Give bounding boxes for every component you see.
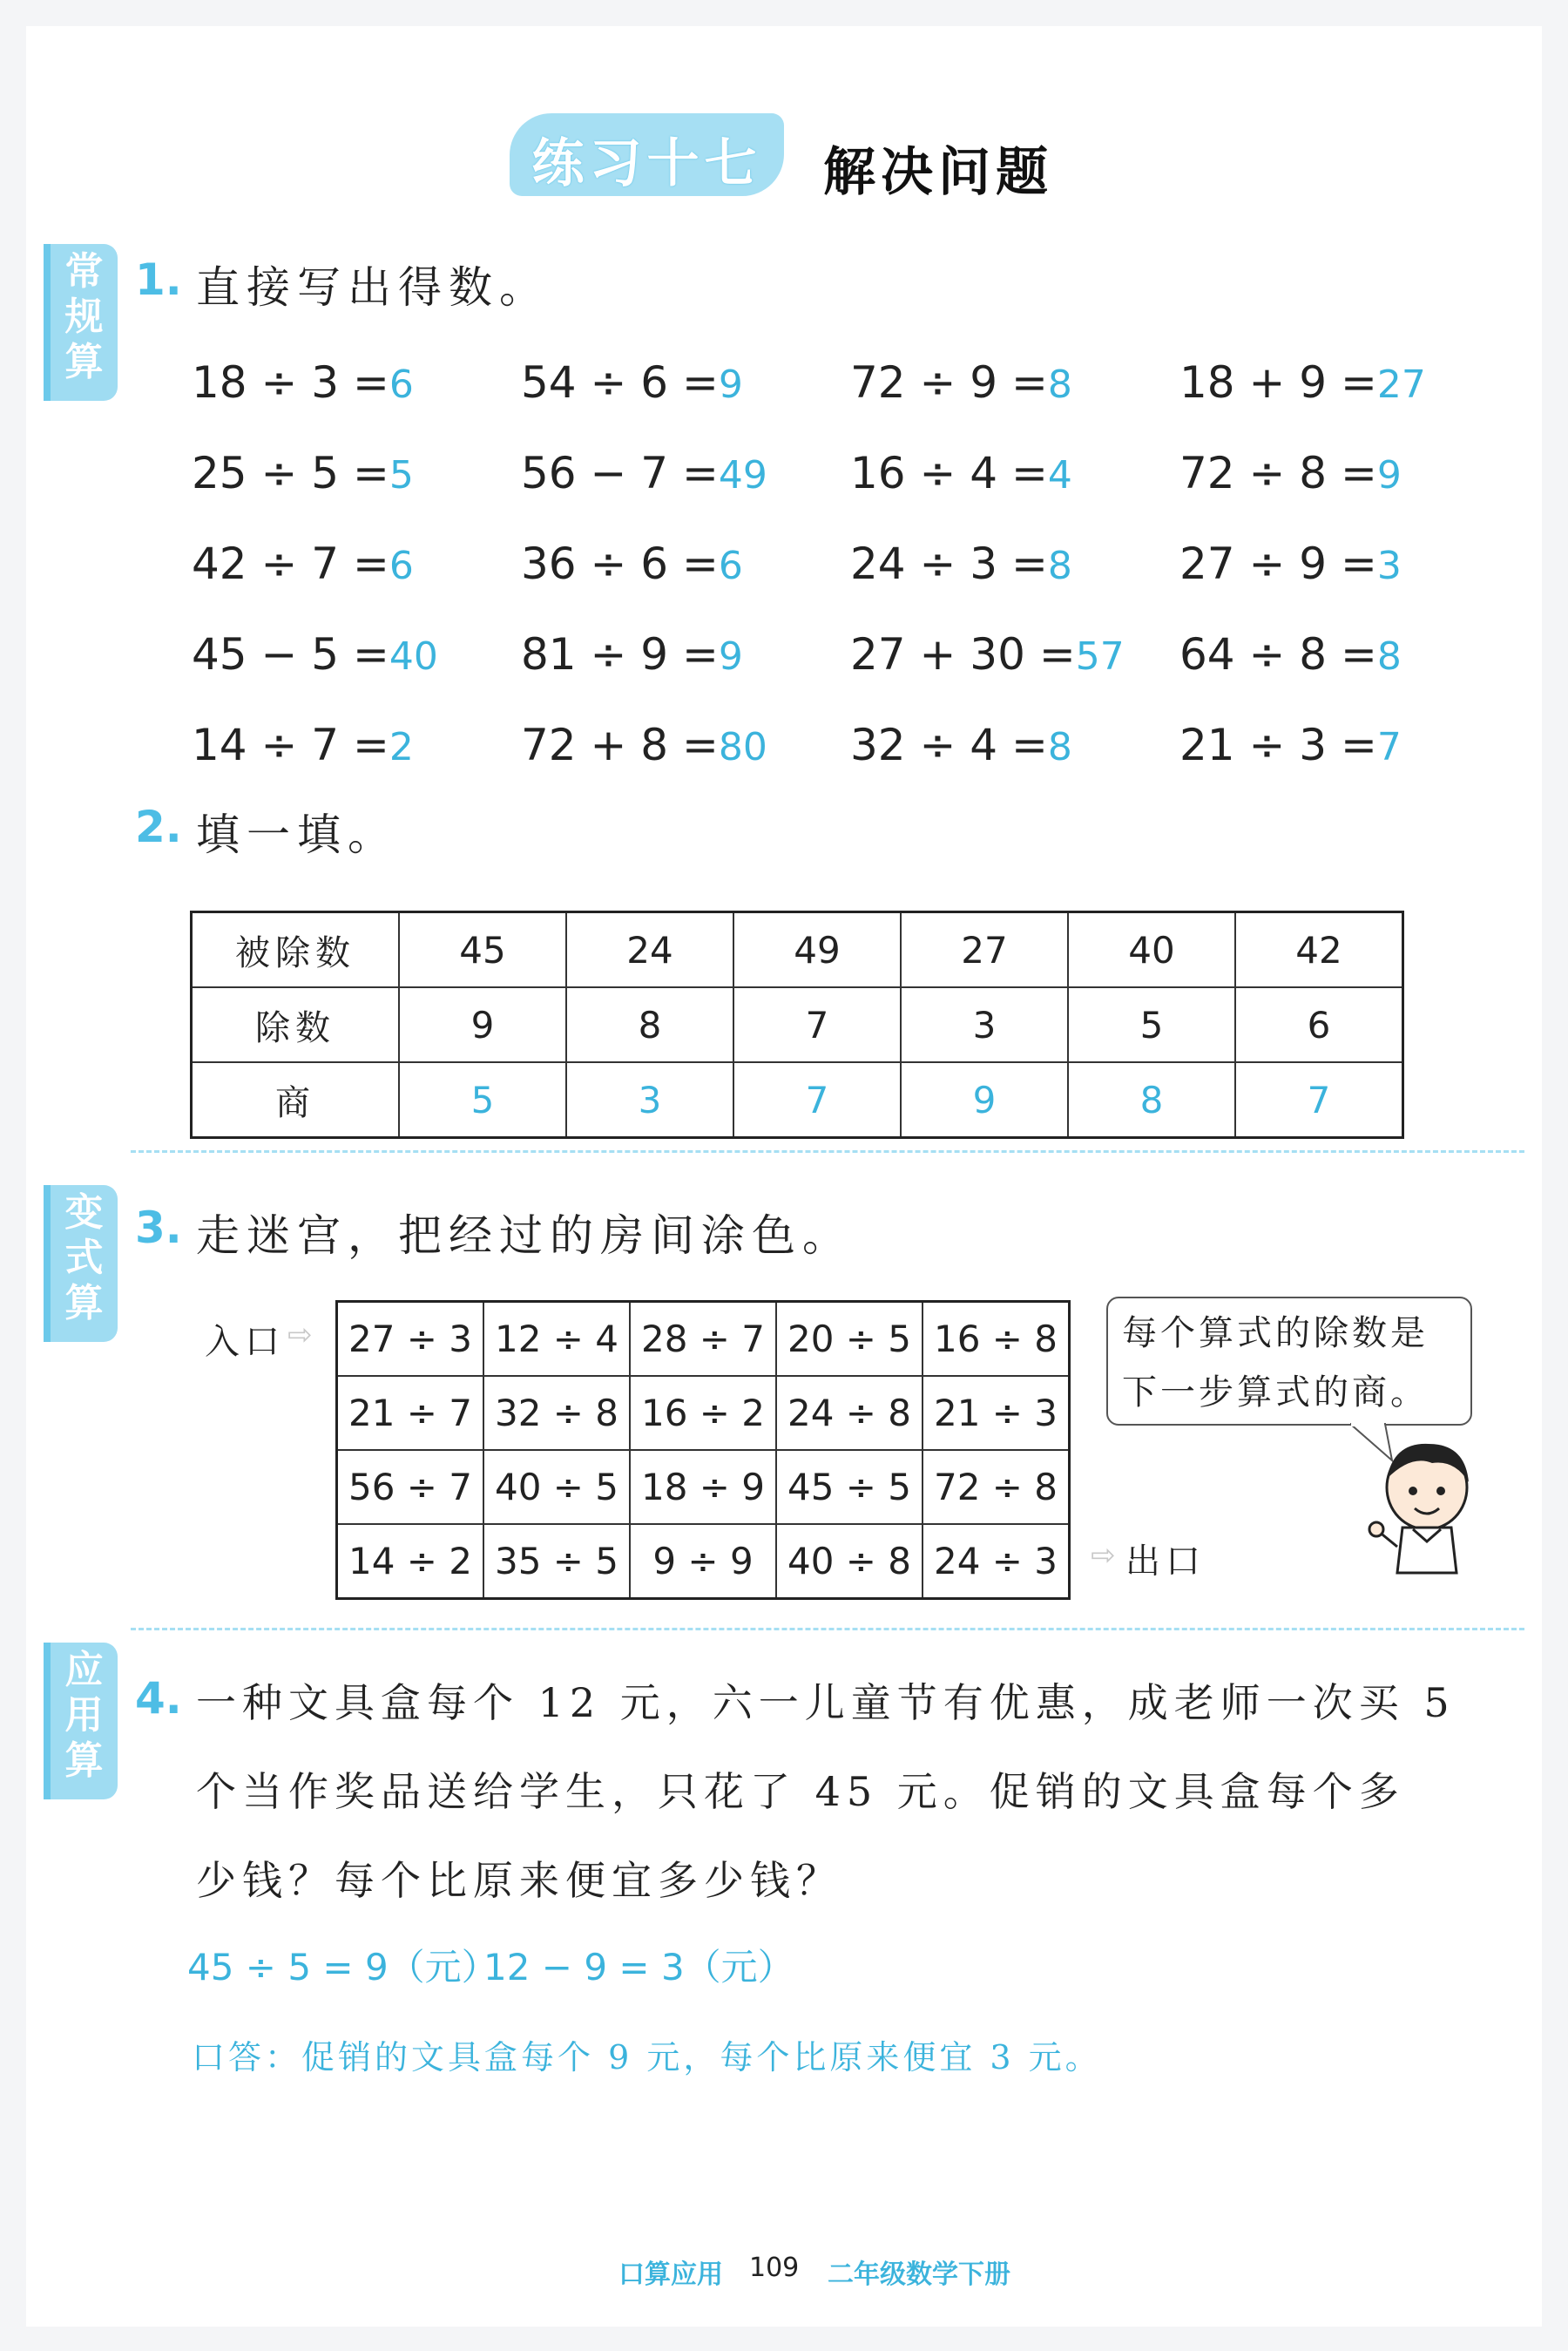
maze-room[interactable]: 21 ÷ 3 [923,1376,1070,1450]
maze-room[interactable]: 27 ÷ 3 [337,1302,484,1377]
table-row [192,987,1403,1062]
dividend-cell: 45 [399,912,566,988]
exercise-badge-label: 练习十七 [531,133,762,194]
maze-room[interactable]: 28 ÷ 7 [630,1302,776,1377]
q1-prompt: 直接写出得数。 [196,262,550,313]
quotient-cell: 7 [1235,1062,1403,1138]
hint-line-1: 每个算式的除数是 [1122,1313,1429,1353]
q1-item: 42 ÷ 7 =6 [192,539,414,589]
q4-calc-1: 45 ÷ 5 = 9（元） [187,1946,498,1989]
q1-item: 72 + 8 =80 [521,720,767,770]
q1-item: 27 + 30 =57 [850,629,1125,680]
maze-room[interactable]: 16 ÷ 2 [630,1376,776,1450]
q1-item: 18 + 9 =27 [1179,357,1426,408]
page-title: 解决问题 [823,142,1053,203]
maze-exit-label: 出口 [1125,1541,1206,1582]
table-row [192,912,1403,988]
q1-item: 56 − 7 =49 [521,448,767,498]
row-label: 除数 [192,987,400,1062]
q1-item: 14 ÷ 7 =2 [192,720,414,770]
footer-book-title: 口算应用 [618,2260,723,2290]
q4-line-1: 一种文具盒每个 12 元，六一儿童节有优惠，成老师一次买 5 [196,1679,1456,1726]
q4-line-2: 个当作奖品送给学生，只花了 45 元。促销的文具盒每个多 [196,1768,1405,1815]
q1-number: 1. [135,254,182,305]
q1-item: 24 ÷ 3 =8 [850,539,1072,589]
q3-prompt: 走迷宫，把经过的房间涂色。 [196,1210,853,1261]
maze-room[interactable]: 72 ÷ 8 [923,1450,1070,1524]
quotient-cell: 7 [733,1062,901,1138]
quotient-cell: 9 [901,1062,1068,1138]
maze-table [335,1300,1071,1600]
q1-item: 36 ÷ 6 =6 [521,539,743,589]
q1-item: 64 ÷ 8 =8 [1179,629,1402,680]
divisor-cell: 5 [1068,987,1235,1062]
q1-item: 81 ÷ 9 =9 [521,629,743,680]
quotient-cell: 8 [1068,1062,1235,1138]
quotient-cell: 5 [399,1062,566,1138]
footer-grade: 二年级数学下册 [828,2260,1010,2290]
dividend-cell: 27 [901,912,1068,988]
q4-calc-2: 12 − 9 = 3（元） [483,1946,794,1989]
table-row [192,1062,1403,1138]
maze-room[interactable]: 14 ÷ 2 [337,1524,484,1599]
q1-item: 72 ÷ 8 =9 [1179,448,1402,498]
q1-item: 72 ÷ 9 =8 [850,357,1072,408]
row-label: 被除数 [192,912,400,988]
worksheet-page [26,26,1542,2327]
q1-item: 25 ÷ 5 =5 [192,448,414,498]
q4-number: 4. [135,1673,182,1724]
divisor-cell: 6 [1235,987,1403,1062]
maze-room[interactable]: 21 ÷ 7 [337,1376,484,1450]
divisor-cell: 8 [566,987,733,1062]
quotient-cell: 3 [566,1062,733,1138]
q1-item: 54 ÷ 6 =9 [521,357,743,408]
q4-answer: 口答：促销的文具盒每个 9 元，每个比原来便宜 3 元。 [192,2038,1102,2077]
page-number: 109 [749,2253,800,2283]
maze-room[interactable]: 24 ÷ 3 [923,1524,1070,1599]
maze-entrance-label: 入口 [205,1322,285,1362]
dividend-cell: 49 [733,912,901,988]
q1-item: 27 ÷ 9 =3 [1179,539,1402,589]
divisor-cell: 3 [901,987,1068,1062]
tab-applied: 应用算 [44,1643,118,1799]
q1-item: 16 ÷ 4 =4 [850,448,1072,498]
entrance-arrow-icon: ⇨ [287,1318,313,1352]
maze-room[interactable]: 56 ÷ 7 [337,1450,484,1524]
hint-speech-bubble [1106,1297,1472,1426]
maze-room[interactable]: 45 ÷ 5 [776,1450,923,1524]
dividend-cell: 40 [1068,912,1235,988]
maze-room[interactable]: 18 ÷ 9 [630,1450,776,1524]
boy-character-icon [1359,1433,1490,1577]
divisor-cell: 7 [733,987,901,1062]
q1-item: 45 − 5 =40 [192,629,438,680]
tab-variant: 变式算 [44,1185,118,1342]
exercise-badge [510,113,784,196]
table-row [337,1524,1070,1599]
dividend-cell: 42 [1235,912,1403,988]
dividend-cell: 24 [566,912,733,988]
table-row [337,1450,1070,1524]
section-divider [131,1150,1524,1153]
maze-room[interactable]: 9 ÷ 9 [630,1524,776,1599]
exit-arrow-icon: ⇨ [1091,1538,1116,1573]
maze-room[interactable]: 16 ÷ 8 [923,1302,1070,1377]
q2-number: 2. [135,802,182,852]
maze-room[interactable]: 35 ÷ 5 [483,1524,630,1599]
q1-item: 21 ÷ 3 =7 [1179,720,1402,770]
hint-line-2: 下一步算式的商。 [1122,1372,1429,1413]
table-row [337,1376,1070,1450]
division-table [190,911,1404,1139]
q2-prompt: 填一填。 [196,810,398,860]
table-row [337,1302,1070,1377]
q1-item: 18 ÷ 3 =6 [192,357,414,408]
row-label: 商 [192,1062,400,1138]
q1-item: 32 ÷ 4 =8 [850,720,1072,770]
q4-line-3: 少钱？每个比原来便宜多少钱？ [196,1857,842,1904]
maze-room[interactable]: 40 ÷ 5 [483,1450,630,1524]
maze-room[interactable]: 20 ÷ 5 [776,1302,923,1377]
maze-room[interactable]: 24 ÷ 8 [776,1376,923,1450]
q3-number: 3. [135,1203,182,1253]
maze-room[interactable]: 12 ÷ 4 [483,1302,630,1377]
maze-room[interactable]: 32 ÷ 8 [483,1376,630,1450]
tab-regular: 常规算 [44,244,118,401]
divisor-cell: 9 [399,987,566,1062]
section-divider [131,1628,1524,1630]
maze-room[interactable]: 40 ÷ 8 [776,1524,923,1599]
